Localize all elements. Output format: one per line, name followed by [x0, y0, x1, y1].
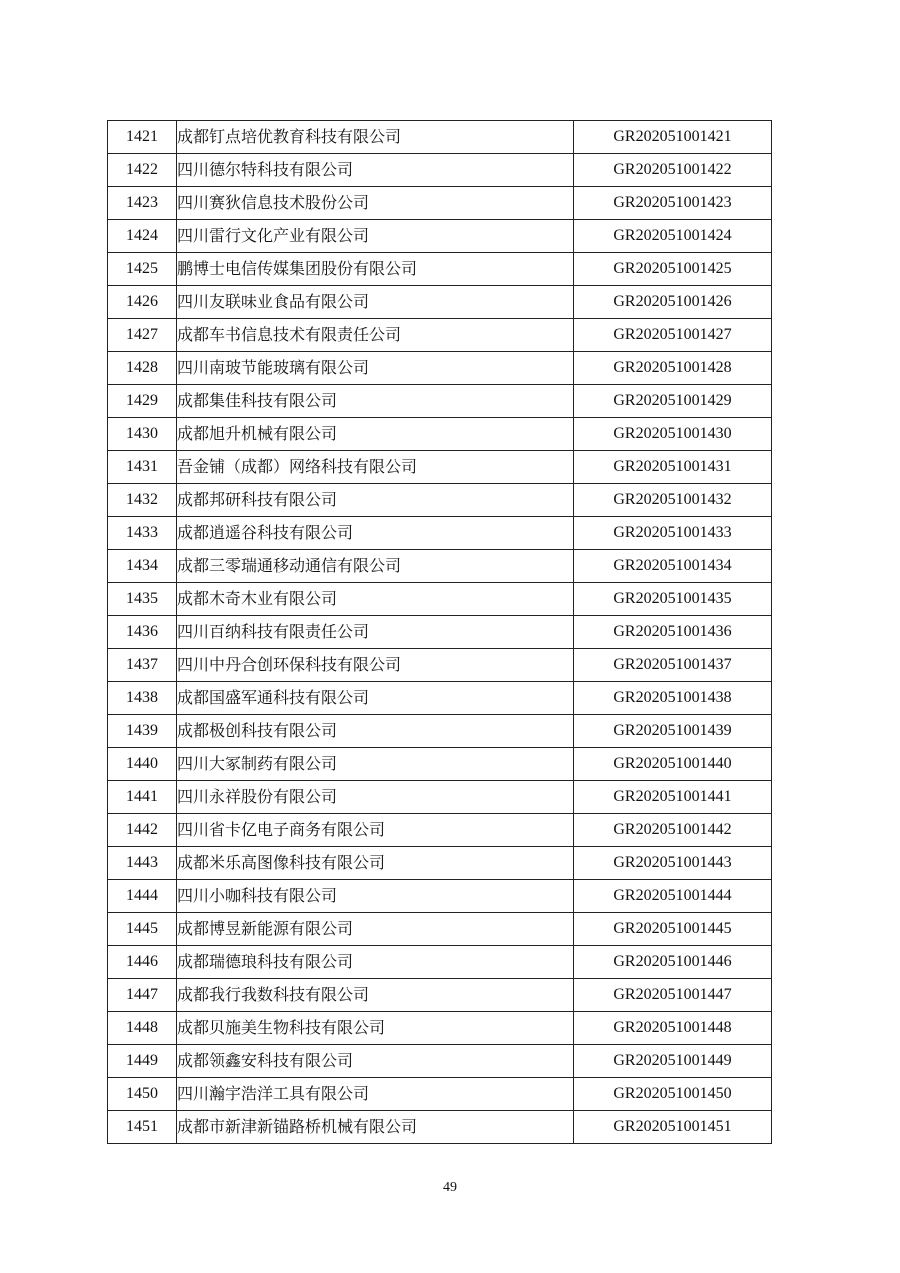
company-name-cell: 成都旭升机械有限公司: [177, 418, 574, 451]
table-row: [108, 517, 772, 550]
company-name-cell: 吾金铺（成都）网络科技有限公司: [177, 451, 574, 484]
table-row: [108, 847, 772, 880]
row-number-cell: 1438: [108, 682, 177, 715]
table-row: [108, 418, 772, 451]
certificate-code-cell: GR202051001428: [574, 352, 772, 385]
certificate-code-cell: GR202051001451: [574, 1111, 772, 1144]
company-name-cell: 成都领鑫安科技有限公司: [177, 1045, 574, 1078]
table-row: [108, 1111, 772, 1144]
certificate-code-cell: GR202051001434: [574, 550, 772, 583]
company-name-cell: 成都博昱新能源有限公司: [177, 913, 574, 946]
certificate-code-cell: GR202051001433: [574, 517, 772, 550]
company-name-cell: 成都木奇木业有限公司: [177, 583, 574, 616]
row-number-cell: 1424: [108, 220, 177, 253]
company-name-cell: 成都车书信息技术有限责任公司: [177, 319, 574, 352]
company-name-cell: 四川百纳科技有限责任公司: [177, 616, 574, 649]
certificate-code-cell: GR202051001442: [574, 814, 772, 847]
table-row: [108, 319, 772, 352]
table-row: [108, 1012, 772, 1045]
row-number-cell: 1444: [108, 880, 177, 913]
certificate-code-cell: GR202051001426: [574, 286, 772, 319]
company-name-cell: 成都邦研科技有限公司: [177, 484, 574, 517]
row-number-cell: 1431: [108, 451, 177, 484]
certificate-code-cell: GR202051001435: [574, 583, 772, 616]
table-row: [108, 121, 772, 154]
page-number: 49: [443, 1180, 457, 1195]
company-name-cell: 成都逍遥谷科技有限公司: [177, 517, 574, 550]
table-row: [108, 781, 772, 814]
certificate-code-cell: GR202051001439: [574, 715, 772, 748]
table-row: [108, 1045, 772, 1078]
certificate-code-cell: GR202051001440: [574, 748, 772, 781]
row-number-cell: 1425: [108, 253, 177, 286]
company-name-cell: 四川德尔特科技有限公司: [177, 154, 574, 187]
company-name-cell: 成都钉点培优教育科技有限公司: [177, 121, 574, 154]
row-number-cell: 1442: [108, 814, 177, 847]
company-registry-table: [107, 120, 772, 1144]
row-number-cell: 1427: [108, 319, 177, 352]
certificate-code-cell: GR202051001444: [574, 880, 772, 913]
row-number-cell: 1446: [108, 946, 177, 979]
table-row: [108, 979, 772, 1012]
row-number-cell: 1433: [108, 517, 177, 550]
company-name-cell: 四川雷行文化产业有限公司: [177, 220, 574, 253]
company-name-cell: 成都瑞德琅科技有限公司: [177, 946, 574, 979]
row-number-cell: 1434: [108, 550, 177, 583]
table-row: [108, 946, 772, 979]
row-number-cell: 1422: [108, 154, 177, 187]
table-row: [108, 814, 772, 847]
table-row: [108, 451, 772, 484]
certificate-code-cell: GR202051001447: [574, 979, 772, 1012]
certificate-code-cell: GR202051001424: [574, 220, 772, 253]
table-row: [108, 649, 772, 682]
company-name-cell: 四川永祥股份有限公司: [177, 781, 574, 814]
table-row: [108, 616, 772, 649]
company-name-cell: 成都贝施美生物科技有限公司: [177, 1012, 574, 1045]
row-number-cell: 1428: [108, 352, 177, 385]
certificate-code-cell: GR202051001432: [574, 484, 772, 517]
certificate-code-cell: GR202051001441: [574, 781, 772, 814]
company-name-cell: 四川友联味业食品有限公司: [177, 286, 574, 319]
row-number-cell: 1421: [108, 121, 177, 154]
company-name-cell: 成都三零瑞通移动通信有限公司: [177, 550, 574, 583]
certificate-code-cell: GR202051001421: [574, 121, 772, 154]
row-number-cell: 1439: [108, 715, 177, 748]
row-number-cell: 1436: [108, 616, 177, 649]
table-row: [108, 880, 772, 913]
certificate-code-cell: GR202051001422: [574, 154, 772, 187]
certificate-code-cell: GR202051001446: [574, 946, 772, 979]
certificate-code-cell: GR202051001429: [574, 385, 772, 418]
certificate-code-cell: GR202051001438: [574, 682, 772, 715]
certificate-code-cell: GR202051001436: [574, 616, 772, 649]
row-number-cell: 1448: [108, 1012, 177, 1045]
certificate-code-cell: GR202051001437: [574, 649, 772, 682]
company-name-cell: 四川大冢制药有限公司: [177, 748, 574, 781]
certificate-code-cell: GR202051001448: [574, 1012, 772, 1045]
company-name-cell: 四川赛狄信息技术股份公司: [177, 187, 574, 220]
row-number-cell: 1445: [108, 913, 177, 946]
row-number-cell: 1449: [108, 1045, 177, 1078]
certificate-code-cell: GR202051001449: [574, 1045, 772, 1078]
certificate-code-cell: GR202051001423: [574, 187, 772, 220]
row-number-cell: 1423: [108, 187, 177, 220]
company-name-cell: 成都集佳科技有限公司: [177, 385, 574, 418]
row-number-cell: 1435: [108, 583, 177, 616]
table-row: [108, 286, 772, 319]
table-row: [108, 484, 772, 517]
company-name-cell: 成都极创科技有限公司: [177, 715, 574, 748]
row-number-cell: 1451: [108, 1111, 177, 1144]
row-number-cell: 1430: [108, 418, 177, 451]
certificate-code-cell: GR202051001431: [574, 451, 772, 484]
table-row: [108, 154, 772, 187]
table-row: [108, 913, 772, 946]
table-row: [108, 715, 772, 748]
company-name-cell: 四川小咖科技有限公司: [177, 880, 574, 913]
certificate-code-cell: GR202051001425: [574, 253, 772, 286]
certificate-code-cell: GR202051001450: [574, 1078, 772, 1111]
table-row: [108, 220, 772, 253]
table-row: [108, 352, 772, 385]
row-number-cell: 1429: [108, 385, 177, 418]
certificate-code-cell: GR202051001427: [574, 319, 772, 352]
table-row: [108, 385, 772, 418]
table-row: [108, 583, 772, 616]
row-number-cell: 1443: [108, 847, 177, 880]
table-row: [108, 682, 772, 715]
table-row: [108, 748, 772, 781]
table-row: [108, 550, 772, 583]
certificate-code-cell: GR202051001430: [574, 418, 772, 451]
row-number-cell: 1440: [108, 748, 177, 781]
company-name-cell: 成都米乐高图像科技有限公司: [177, 847, 574, 880]
company-name-cell: 四川瀚宇浩洋工具有限公司: [177, 1078, 574, 1111]
row-number-cell: 1441: [108, 781, 177, 814]
table-body: [108, 121, 772, 1144]
company-name-cell: 鹏博士电信传媒集团股份有限公司: [177, 253, 574, 286]
company-name-cell: 四川南玻节能玻璃有限公司: [177, 352, 574, 385]
company-name-cell: 成都我行我数科技有限公司: [177, 979, 574, 1012]
row-number-cell: 1432: [108, 484, 177, 517]
row-number-cell: 1447: [108, 979, 177, 1012]
table-row: [108, 187, 772, 220]
row-number-cell: 1437: [108, 649, 177, 682]
row-number-cell: 1450: [108, 1078, 177, 1111]
certificate-code-cell: GR202051001443: [574, 847, 772, 880]
row-number-cell: 1426: [108, 286, 177, 319]
company-name-cell: 成都国盛军通科技有限公司: [177, 682, 574, 715]
company-name-cell: 四川中丹合创环保科技有限公司: [177, 649, 574, 682]
company-name-cell: 四川省卡亿电子商务有限公司: [177, 814, 574, 847]
company-name-cell: 成都市新津新锚路桥机械有限公司: [177, 1111, 574, 1144]
table-row: [108, 1078, 772, 1111]
table-row: [108, 253, 772, 286]
certificate-code-cell: GR202051001445: [574, 913, 772, 946]
